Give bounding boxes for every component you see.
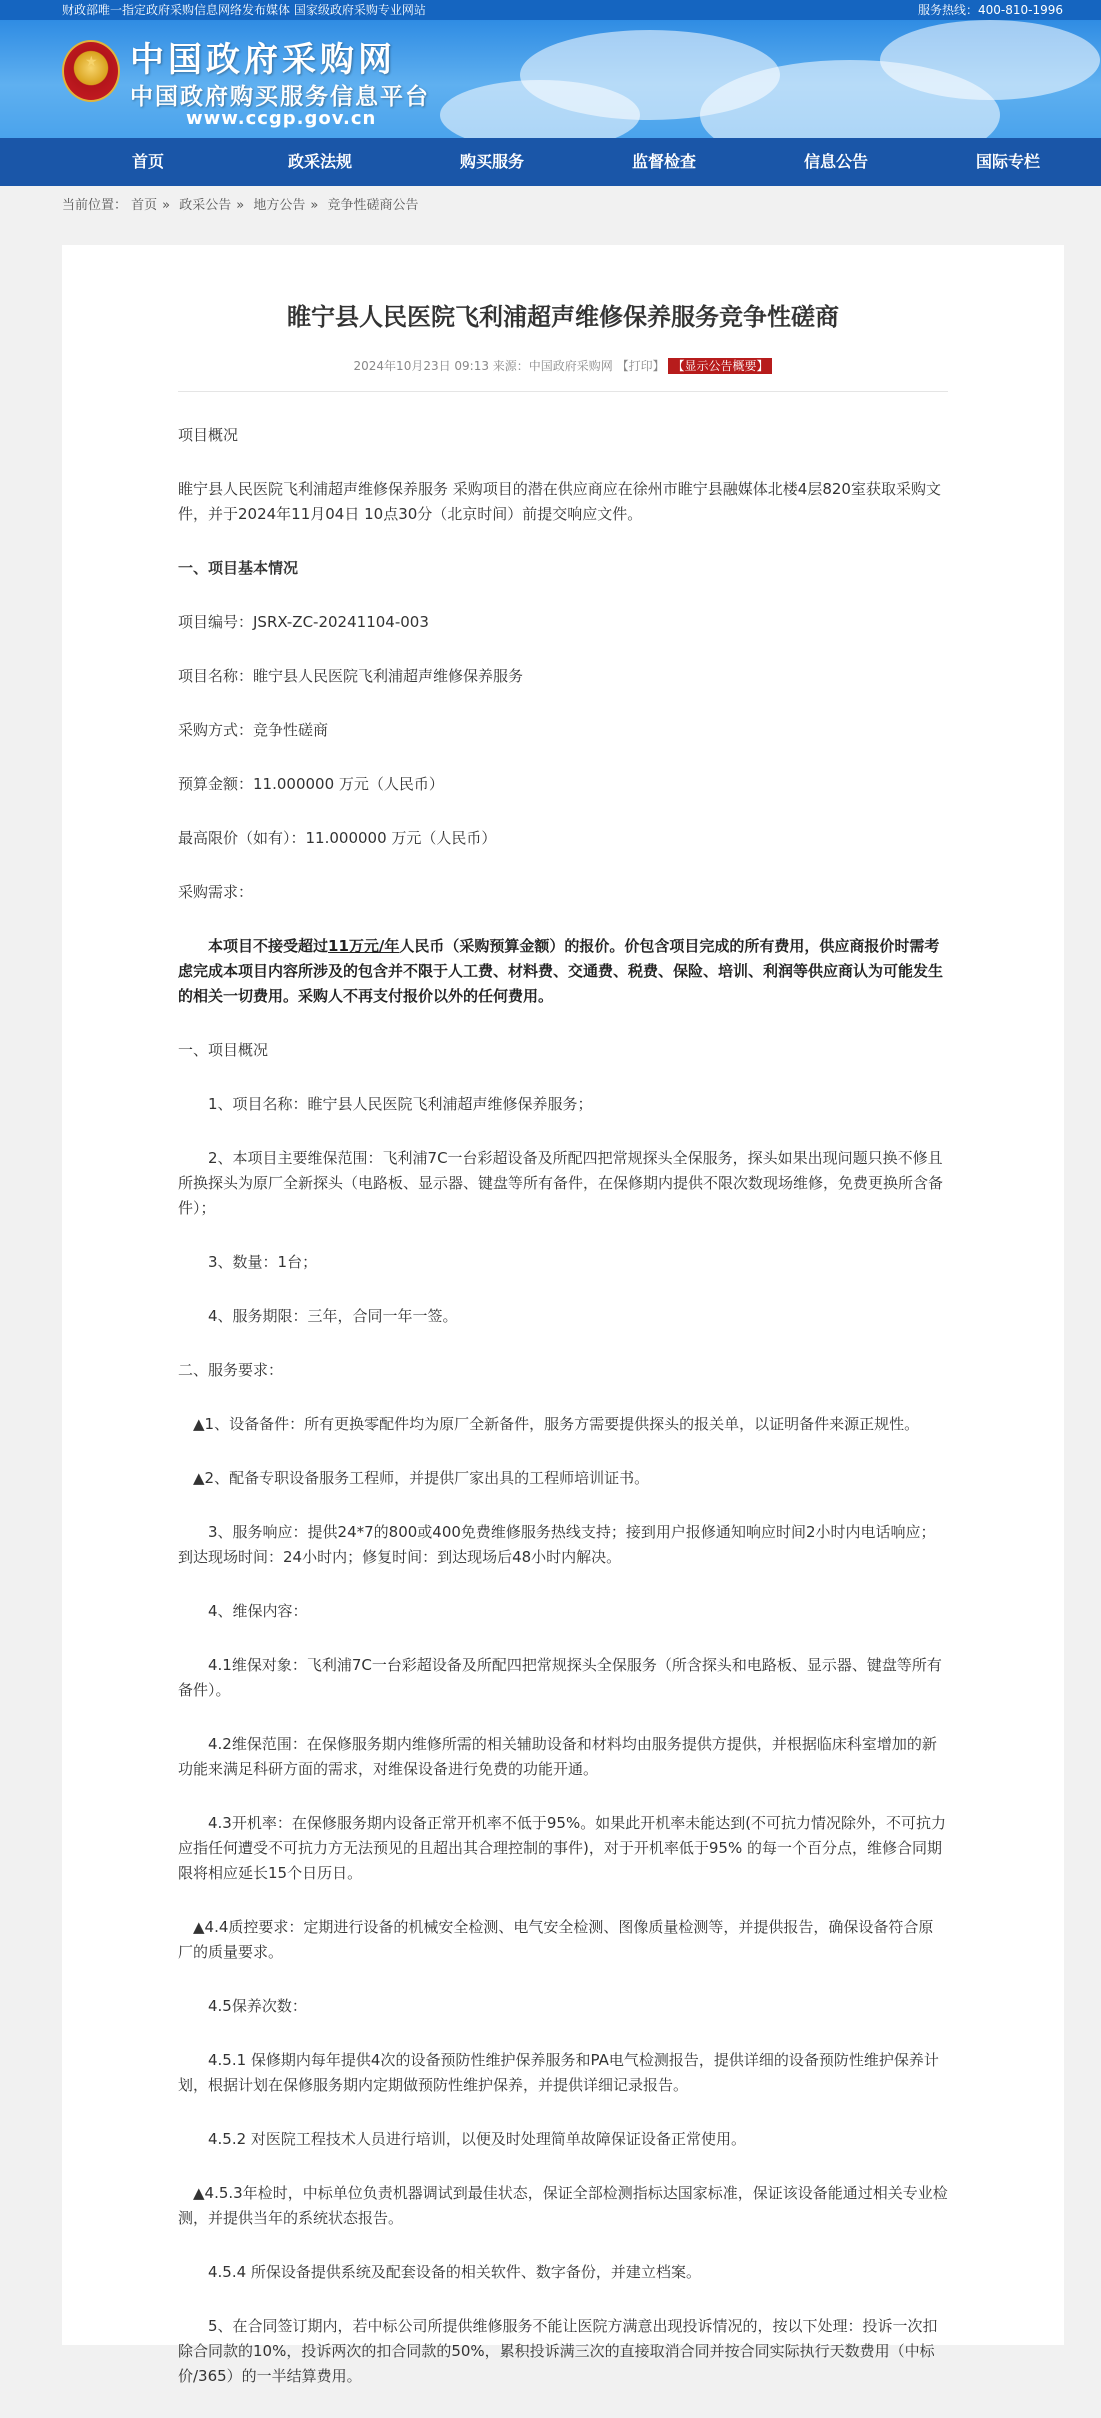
site-url: www.ccgp.gov.cn: [186, 108, 377, 129]
article-content: [178, 423, 948, 2418]
paragraph: 4.5.2 对医院工程技术人员进行培训，以便及时处理简单故障保证设备正常使用。: [208, 2130, 746, 2148]
nav-item-regulations[interactable]: 政采法规: [287, 152, 352, 171]
paragraph: 项目编号：JSRX-ZC-20241104-003: [178, 613, 429, 631]
site-subtitle: 中国政府购买服务信息平台: [130, 84, 430, 110]
paragraph: 4、维保内容：: [208, 1602, 308, 1620]
breadcrumb-home[interactable]: 首页: [131, 198, 158, 213]
paragraph: ▲4.5.3年检时，中标单位负责机器调试到最佳状态，保证全部检测指标达国家标准，保证该设备能通过相关专业检测，并提供当年的系统状态报告。: [178, 2184, 948, 2227]
top-bar-slogan: 财政部唯一指定政府采购信息网络发布媒体 国家级政府采购专业网站: [62, 3, 426, 17]
paragraph: 二、服务要求：: [178, 1361, 284, 1379]
show-summary-button[interactable]: 【显示公告概要】: [668, 358, 772, 374]
breadcrumb-local[interactable]: 地方公告: [253, 198, 306, 213]
paragraph: 最高限价（如有）：11.000000 万元（人民币）: [178, 829, 497, 847]
article-meta: [62, 357, 1064, 374]
nav-item-announcements[interactable]: 信息公告: [803, 152, 868, 171]
article-title: 睢宁县人民医院飞利浦超声维修保养服务竞争性磋商: [287, 303, 839, 331]
breadcrumb: 当前位置： 首页 » 政采公告 » 地方公告 » 竞争性磋商公告: [62, 198, 419, 213]
paragraph: 采购需求：: [178, 883, 254, 901]
budget-notice: 本项目不接受超过11万元/年人民币（采购预算金额）的报价。价包含项目完成的所有费用，供应商报价时需考虑完成本项目内容所涉及的包含并不限于人工费、材料费、交通费、税费、保险、培训、利润等供应商认为可能发生的相关一切费用。采购人不再支付报价以外的任何费用。: [178, 937, 944, 1005]
site-title[interactable]: 中国政府采购网: [130, 40, 396, 80]
main-nav: [0, 138, 1101, 186]
paragraph: 4.5保养次数：: [208, 1997, 307, 2015]
paragraph: 4.5.4 所保设备提供系统及配套设备的相关软件、数字备份，并建立档案。: [208, 2263, 701, 2281]
service-hotline: 服务热线：400-810-1996: [917, 3, 1063, 17]
paragraph: 采购方式：竞争性磋商: [178, 721, 329, 739]
nav-item-home[interactable]: 首页: [131, 152, 164, 171]
paragraph: 项目概况: [178, 426, 239, 444]
paragraph: ▲2、配备专职设备服务工程师，并提供厂家出具的工程师培训证书。: [193, 1469, 650, 1487]
section-heading: 一、项目基本情况: [178, 559, 299, 577]
divider: [178, 391, 948, 392]
paragraph: 预算金额：11.000000 万元（人民币）: [178, 775, 444, 793]
nav-item-international[interactable]: 国际专栏: [975, 152, 1040, 171]
paragraph: ▲4.4质控要求：定期进行设备的机械安全检测、电气安全检测、图像质量检测等，并提供报告，确保设备符合原厂的质量要求。: [178, 1918, 934, 1961]
article-panel: [62, 245, 1064, 2385]
breadcrumb-prefix: 当前位置：: [62, 198, 128, 213]
paragraph: 项目名称：睢宁县人民医院飞利浦超声维修保养服务: [178, 667, 524, 685]
paragraph: 4.1维保对象：飞利浦7C一台彩超设备及所配四把常规探头全保服务（所含探头和电路板、显示器、键盘等所有备件）。: [178, 1656, 942, 1699]
header-banner: [0, 20, 1101, 138]
paragraph: 一、项目概况: [178, 1041, 269, 1059]
paragraph: 3、数量：1台；: [208, 1253, 318, 1271]
paragraph: 2、本项目主要维保范围：飞利浦7C一台彩超设备及所配四把常规探头全保服务，探头如果出现问题只换不修且所换探头为原厂全新探头（电路板、显示器、键盘等所有备件，在保修期内提供不限次数现场维修，免费更换所含备件）；: [178, 1149, 944, 1217]
article-meta-text: 2024年10月23日 09:13 来源：中国政府采购网 【打印】: [353, 359, 665, 373]
paragraph: 4.3开机率：在保修服务期内设备正常开机率不低于95%。如果此开机率未能达到(不可抗力情况除外，不可抗力应指任何遭受不可抗力方无法预见的且超出其合理控制的事件)，对于开机率低于95% 的每一个百分点，维修合同期限将相应延长15个日历日。: [178, 1814, 947, 1882]
nav-item-purchase-services[interactable]: 购买服务: [459, 152, 524, 171]
top-bar: [0, 0, 1101, 20]
paragraph: 1、项目名称：睢宁县人民医院飞利浦超声维修保养服务；: [208, 1095, 593, 1113]
paragraph: 4、服务期限：三年，合同一年一签。: [208, 1307, 458, 1325]
paragraph: 3、服务响应：提供24*7的800或400免费维修服务热线支持；接到用户报修通知响应时间2小时内电话响应；到达现场时间：24小时内；修复时间：到达现场后48小时内解决。: [178, 1523, 936, 1566]
national-emblem-icon: ★: [62, 40, 120, 102]
paragraph: ▲1、设备备件：所有更换零配件均为原厂全新备件，服务方需要提供探头的报关单，以证明备件来源正规性。: [193, 1415, 920, 1433]
paragraph: 睢宁县人民医院飞利浦超声维修保养服务 采购项目的潜在供应商应在徐州市睢宁县融媒体北楼4层820室获取采购文件，并于2024年11月04日 10点30分（北京时间）前提交响应文件。: [178, 480, 941, 523]
breadcrumb-current[interactable]: 竞争性磋商公告: [327, 198, 419, 213]
breadcrumb-announcements[interactable]: 政采公告: [179, 198, 232, 213]
nav-item-supervision[interactable]: 监督检查: [631, 152, 696, 171]
paragraph: 4.5.1 保修期内每年提供4次的设备预防性维护保养服务和PA电气检测报告，提供详细的设备预防性维护保养计划，根据计划在保修服务期内定期做预防性维护保养，并提供详细记录报告。: [178, 2051, 939, 2094]
paragraph: 4.2维保范围：在保修服务期内维修所需的相关辅助设备和材料均由服务提供方提供，并根据临床科室增加的新功能来满足科研方面的需求，对维保设备进行免费的功能开通。: [178, 1735, 937, 1778]
paragraph: 5、在合同签订期内，若中标公司所提供维修服务不能让医院方满意出现投诉情况的，按以下处理：投诉一次扣除合同款的10%，投诉两次的扣合同款的50%，累积投诉满三次的直接取消合同并按合同实际执行天数费用（中标价/365）的一半结算费用。: [178, 2317, 938, 2385]
